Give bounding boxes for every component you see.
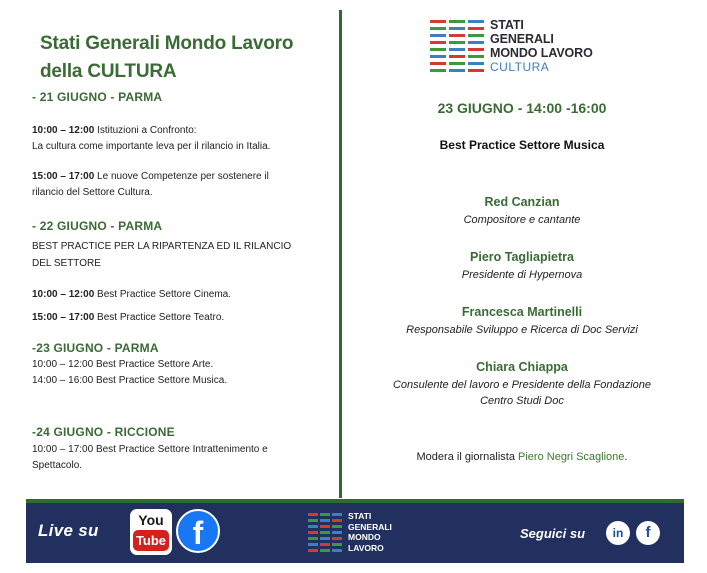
program-title (40, 30, 293, 86)
live-label: Live su (38, 521, 99, 540)
speaker (342, 195, 702, 228)
schedule-line: 14:00 – 16:00 Best Practice Settore Musica. (32, 375, 228, 386)
linkedin-icon[interactable]: in (606, 521, 630, 545)
footer-logo (308, 511, 418, 557)
day-date: -24 GIUGNO - RICCIONE (32, 425, 175, 439)
facebook-small-icon[interactable]: f (636, 521, 660, 545)
speaker-name: Francesca Martinelli (461, 305, 583, 319)
moderator-line: Modera il giornalista Piero Negri Scaglione. (416, 451, 628, 463)
speaker (342, 250, 702, 283)
schedule-line: Spettacolo. (32, 460, 83, 471)
speaker (342, 305, 702, 338)
follow-label: Seguici su (520, 526, 586, 541)
logo-stripes-icon (430, 20, 486, 74)
schedule-line: 10:00 – 12:00 Best Practice Settore Arte. (32, 359, 214, 370)
footer-bar (26, 499, 684, 563)
facebook-icon[interactable]: f (176, 509, 220, 553)
schedule-line: 10:00 – 12:00 Best Practice Settore Cinema. (32, 289, 232, 300)
program-title-line1: Stati Generali Mondo Lavoro (40, 33, 294, 54)
schedule-line: 15:00 – 17:00 Le nuove Competenze per sostenere il (32, 171, 269, 182)
schedule-line: BEST PRACTICE PER LA RIPARTENZA ED IL RILANCIO (32, 241, 292, 252)
youtube-icon[interactable]: You Tube (130, 509, 172, 555)
logo-text: STATI GENERALI MONDO LAVORO CULTURA (490, 18, 593, 74)
speaker-name: Chiara Chiappa (476, 360, 568, 374)
schedule-line: DEL SETTORE (32, 258, 101, 269)
schedule-line: 10:00 – 12:00 Istituzioni a Confronto: (32, 125, 197, 136)
program-column (26, 14, 336, 500)
day-date: - 21 GIUGNO - PARMA (32, 90, 163, 104)
event-logo (430, 18, 620, 78)
session-date: 23 GIUGNO - 14:00 -16:00 (437, 100, 607, 116)
speaker-role: Responsabile Sviluppo e Ricerca di Doc Servizi (406, 324, 638, 336)
speaker-name: Piero Tagliapietra (470, 250, 574, 264)
footer-accent-line (26, 499, 684, 503)
speaker-role: Presidente di Hypernova (461, 269, 583, 281)
day-date: -23 GIUGNO - PARMA (32, 341, 159, 355)
schedule-line: La cultura come importante leva per il rilancio in Italia. (32, 141, 271, 152)
schedule-line: 15:00 – 17:00 Best Practice Settore Teatro. (32, 312, 225, 323)
schedule-line: rilancio del Settore Cultura. (32, 187, 153, 198)
footer-logo-text: STATI GENERALI MONDO LAVORO (348, 511, 392, 553)
speaker-role: Compositore e cantante (463, 214, 581, 226)
program-title-line2: della CULTURA (40, 61, 177, 82)
speaker (342, 360, 702, 409)
moderator-name: Piero Negri Scaglione (518, 451, 625, 463)
speaker-name: Red Canzian (484, 195, 560, 209)
logo-stripes-icon (308, 513, 344, 553)
speaker-role: Consulente del lavoro e Presidente della Fondazione (392, 379, 652, 391)
schedule-line: 10:00 – 17:00 Best Practice Settore Intrattenimento e (32, 444, 268, 455)
speaker-role-cont: Centro Studi Doc (480, 395, 564, 407)
session-title: Best Practice Settore Musica (439, 138, 605, 152)
day-date: - 22 GIUGNO - PARMA (32, 219, 163, 233)
